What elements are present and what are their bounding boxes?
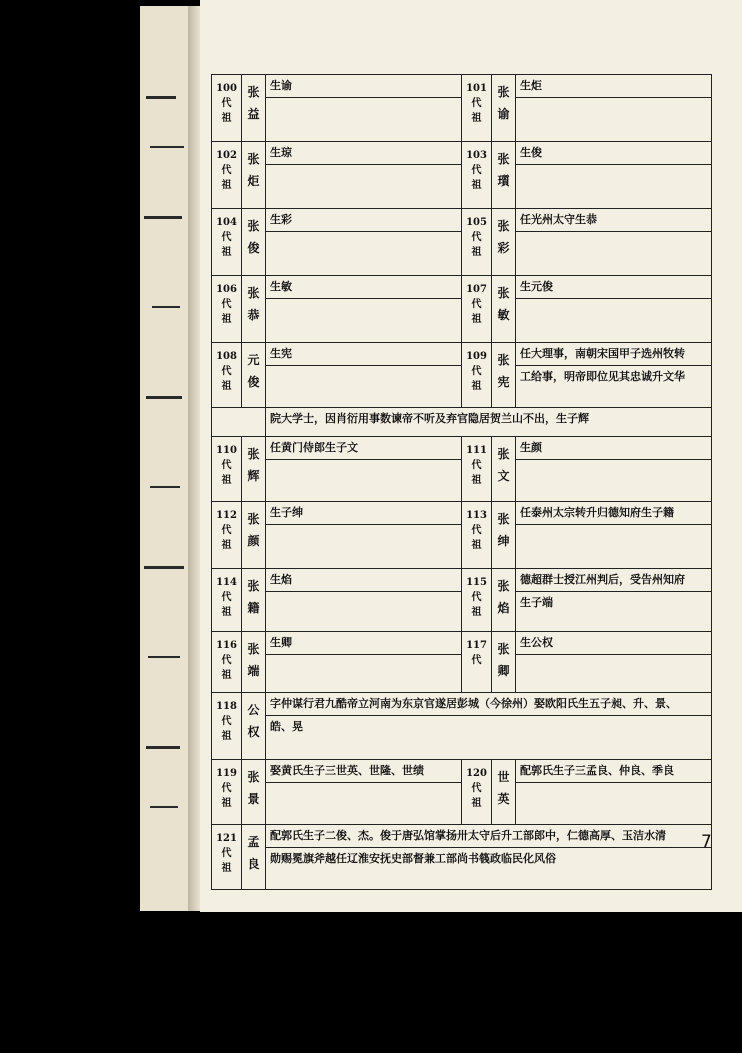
biography-line xyxy=(516,525,711,547)
name-character: 英 xyxy=(497,792,510,806)
genealogy-row xyxy=(212,209,712,276)
generation-label: 119 xyxy=(216,768,237,779)
biography-line xyxy=(266,460,461,482)
generation-label: 代 xyxy=(471,299,482,310)
ancestor-name xyxy=(492,437,516,502)
biography-line: 生子端 xyxy=(520,596,553,609)
biography-line: 生谕 xyxy=(266,75,461,98)
generation-number xyxy=(462,502,492,569)
generation-number xyxy=(212,437,242,502)
biography-line: 娶黄氏生子三世英、世隆、世绩 xyxy=(266,760,461,783)
name-character: 张 xyxy=(497,152,510,166)
generation-label: 祖 xyxy=(471,798,482,809)
genealogy-table xyxy=(211,74,712,890)
name-character: 世 xyxy=(497,770,510,784)
name-character: 公 xyxy=(247,703,260,717)
biography-text xyxy=(516,209,712,276)
name-character: 孟 xyxy=(247,835,260,849)
biography-text xyxy=(516,343,712,408)
generation-number xyxy=(462,343,492,408)
generation-number xyxy=(462,760,492,825)
name-character: 卿 xyxy=(497,664,510,678)
biography-text xyxy=(516,760,712,825)
generation-number xyxy=(212,502,242,569)
generation-label: 代 xyxy=(221,848,232,859)
generation-number xyxy=(462,437,492,502)
genealogy-row xyxy=(212,276,712,343)
generation-number xyxy=(462,632,492,693)
biography-line: 生公权 xyxy=(516,632,711,655)
generation-label: 代 xyxy=(471,165,482,176)
generation-label: 113 xyxy=(466,510,487,521)
ancestor-name xyxy=(492,760,516,825)
biography-line: 生敏 xyxy=(266,276,461,299)
name-character: 俊 xyxy=(247,375,260,389)
continuation-text: 院大学士，因肖衍用事数谏帝不听及弃官隐居贺兰山不出，生子辉 xyxy=(266,408,712,437)
generation-label: 代 xyxy=(221,783,232,794)
biography-line: 生卿 xyxy=(266,632,461,655)
biography-line: 生俊 xyxy=(516,142,711,165)
ancestor-name xyxy=(492,75,516,142)
ancestor-name xyxy=(242,276,266,343)
biography-line: 任大理事，南朝宋国甲子选州牧转 xyxy=(516,343,711,366)
ancestor-name xyxy=(492,632,516,693)
generation-label: 105 xyxy=(466,217,487,228)
biography-line: 任泰州太宗转升归德知府生子籍 xyxy=(516,502,711,525)
genealogy-row xyxy=(212,502,712,569)
generation-label: 祖 xyxy=(471,540,482,551)
name-character: 炬 xyxy=(247,174,260,188)
ancestor-name xyxy=(492,343,516,408)
name-character: 绅 xyxy=(497,534,510,548)
biography-line: 勋赐冕旗斧越任辽淮安抚史部督兼工部尚书篯政临民化风俗 xyxy=(270,852,556,865)
generation-label: 祖 xyxy=(221,180,232,191)
ancestor-name xyxy=(492,142,516,209)
ancestor-name xyxy=(242,75,266,142)
ancestor-name xyxy=(242,632,266,693)
genealogy-row xyxy=(212,632,712,693)
name-character: 文 xyxy=(497,469,510,483)
name-character: 益 xyxy=(247,107,260,121)
biography-line: 任黄门侍郎生子文 xyxy=(266,437,461,460)
genealogy-row xyxy=(212,437,712,502)
generation-label: 108 xyxy=(216,351,237,362)
generation-label: 祖 xyxy=(221,381,232,392)
biography-line xyxy=(516,655,711,677)
generation-label: 115 xyxy=(466,577,487,588)
biography-line xyxy=(516,783,711,805)
generation-label: 祖 xyxy=(221,863,232,874)
ancestor-name xyxy=(492,569,516,632)
generation-number xyxy=(212,693,242,760)
generation-label: 代 xyxy=(221,232,232,243)
biography-text xyxy=(266,437,462,502)
name-character: 彩 xyxy=(497,241,510,255)
generation-label: 代 xyxy=(221,366,232,377)
generation-number xyxy=(212,142,242,209)
generation-label: 103 xyxy=(466,150,487,161)
biography-line xyxy=(516,165,711,187)
biography-line: 生焰 xyxy=(266,569,461,592)
biography-line: 生颜 xyxy=(516,437,711,460)
biography-line xyxy=(266,783,461,805)
biography-line: 皓、晃 xyxy=(270,720,303,733)
ancestor-name xyxy=(242,569,266,632)
biography-line xyxy=(516,460,711,482)
generation-label: 109 xyxy=(466,351,487,362)
generation-label: 祖 xyxy=(471,607,482,618)
generation-label: 106 xyxy=(216,284,237,295)
generation-label: 102 xyxy=(216,150,237,161)
genealogy-row xyxy=(212,760,712,825)
name-character: 焰 xyxy=(497,601,510,615)
biography-line: 配郭氏生子三孟良、仲良、季良 xyxy=(516,760,711,783)
name-character: 瓆 xyxy=(497,174,510,188)
generation-label: 祖 xyxy=(471,314,482,325)
biography-line xyxy=(266,366,461,388)
generation-number xyxy=(212,825,242,890)
ancestor-name xyxy=(242,209,266,276)
ancestor-name xyxy=(242,502,266,569)
biography-text xyxy=(266,825,712,890)
generation-label: 代 xyxy=(221,98,232,109)
generation-label: 101 xyxy=(466,83,487,94)
biography-line: 生子绅 xyxy=(266,502,461,525)
biography-line xyxy=(516,232,711,254)
name-character: 张 xyxy=(247,512,260,526)
generation-label: 118 xyxy=(216,701,237,712)
name-character: 俊 xyxy=(247,241,260,255)
generation-label: 121 xyxy=(216,833,237,844)
biography-text xyxy=(516,569,712,632)
biography-line: 生琼 xyxy=(266,142,461,165)
name-character: 张 xyxy=(247,770,260,784)
generation-number xyxy=(462,569,492,632)
name-character: 良 xyxy=(247,857,260,871)
name-character: 张 xyxy=(497,85,510,99)
generation-label: 代 xyxy=(471,655,482,666)
name-character: 景 xyxy=(247,792,260,806)
biography-text xyxy=(266,276,462,343)
name-character: 张 xyxy=(247,85,260,99)
name-character: 张 xyxy=(497,447,510,461)
biography-line xyxy=(516,98,711,120)
generation-label: 代 xyxy=(221,592,232,603)
biography-line: 工给事，明帝即位见其忠诚升文华 xyxy=(520,370,685,383)
ancestor-name xyxy=(242,693,266,760)
continuation-row xyxy=(212,408,712,437)
generation-number xyxy=(212,343,242,408)
biography-line xyxy=(266,299,461,321)
biography-line xyxy=(266,165,461,187)
generation-label: 祖 xyxy=(221,475,232,486)
generation-label: 120 xyxy=(466,768,487,779)
generation-label: 祖 xyxy=(221,314,232,325)
ancestor-name xyxy=(492,276,516,343)
biography-line: 生宪 xyxy=(266,343,461,366)
genealogy-row-wide xyxy=(212,693,712,760)
genealogy-row xyxy=(212,343,712,408)
ancestor-name xyxy=(242,825,266,890)
generation-label: 110 xyxy=(216,445,237,456)
generation-number xyxy=(212,632,242,693)
generation-label: 112 xyxy=(216,510,237,521)
biography-text xyxy=(266,569,462,632)
biography-text xyxy=(266,693,712,760)
name-character: 张 xyxy=(247,219,260,233)
name-character: 元 xyxy=(247,353,260,367)
biography-text xyxy=(516,142,712,209)
name-character: 张 xyxy=(497,512,510,526)
biography-line xyxy=(266,98,461,120)
name-character: 颜 xyxy=(247,534,260,548)
biography-text xyxy=(516,502,712,569)
generation-label: 100 xyxy=(216,83,237,94)
generation-number xyxy=(212,209,242,276)
genealogy-row xyxy=(212,569,712,632)
name-character: 端 xyxy=(247,664,260,678)
genealogy-row-wide xyxy=(212,825,712,890)
generation-number xyxy=(212,760,242,825)
generation-number xyxy=(212,569,242,632)
name-character: 张 xyxy=(247,152,260,166)
generation-number xyxy=(462,209,492,276)
generation-label: 祖 xyxy=(471,475,482,486)
biography-line: 配郭氏生子二俊、杰。俊于唐弘馆掌扬卅太守后升工部郎中，仁德高厚、玉洁水清 xyxy=(266,825,711,848)
name-character: 宪 xyxy=(497,375,510,389)
generation-number xyxy=(462,75,492,142)
biography-text xyxy=(266,343,462,408)
generation-label: 114 xyxy=(216,577,237,588)
generation-label: 111 xyxy=(466,445,487,456)
generation-label: 代 xyxy=(221,165,232,176)
generation-label: 祖 xyxy=(471,180,482,191)
biography-line xyxy=(266,655,461,677)
name-character: 张 xyxy=(247,447,260,461)
name-character: 敏 xyxy=(497,308,510,322)
biography-line: 生炬 xyxy=(516,75,711,98)
generation-label: 104 xyxy=(216,217,237,228)
biography-line: 任光州太守生恭 xyxy=(516,209,711,232)
biography-text xyxy=(516,632,712,693)
biography-text xyxy=(516,276,712,343)
generation-label: 祖 xyxy=(221,670,232,681)
generation-label: 祖 xyxy=(221,247,232,258)
biography-text xyxy=(516,437,712,502)
ancestor-name xyxy=(242,437,266,502)
name-character: 张 xyxy=(497,286,510,300)
biography-text xyxy=(516,75,712,142)
generation-label: 祖 xyxy=(471,247,482,258)
generation-number xyxy=(212,276,242,343)
generation-label: 代 xyxy=(471,460,482,471)
generation-label: 祖 xyxy=(221,607,232,618)
generation-label: 116 xyxy=(216,640,237,651)
genealogy-row xyxy=(212,75,712,142)
biography-text xyxy=(266,502,462,569)
generation-number xyxy=(462,276,492,343)
ancestor-name xyxy=(242,142,266,209)
name-character: 权 xyxy=(247,725,260,739)
generation-label: 代 xyxy=(471,366,482,377)
generation-label: 代 xyxy=(221,299,232,310)
generation-label: 代 xyxy=(221,655,232,666)
ancestor-name xyxy=(242,760,266,825)
name-character: 籍 xyxy=(247,601,260,615)
generation-label: 代 xyxy=(471,525,482,536)
name-character: 张 xyxy=(247,579,260,593)
generation-label: 117 xyxy=(466,640,487,651)
biography-line: 字仲谋行君九酷帝立河南为东京官遂居彭城（今徐州）娶欧阳氏生五子昶、升、景、 xyxy=(266,693,711,716)
biography-text xyxy=(266,75,462,142)
generation-label: 代 xyxy=(471,232,482,243)
name-character: 张 xyxy=(497,219,510,233)
generation-label: 祖 xyxy=(221,113,232,124)
generation-label: 代 xyxy=(221,460,232,471)
generation-label: 祖 xyxy=(471,381,482,392)
biography-line xyxy=(266,525,461,547)
generation-number xyxy=(212,75,242,142)
empty-cell xyxy=(212,408,266,437)
generation-label: 代 xyxy=(471,783,482,794)
name-character: 辉 xyxy=(247,469,260,483)
generation-number xyxy=(462,142,492,209)
page-number: 7 xyxy=(701,832,712,852)
biography-line xyxy=(266,592,461,614)
generation-label: 代 xyxy=(221,716,232,727)
generation-label: 代 xyxy=(471,98,482,109)
name-character: 谕 xyxy=(497,107,510,121)
name-character: 张 xyxy=(247,642,260,656)
name-character: 张 xyxy=(247,286,260,300)
generation-label: 代 xyxy=(471,592,482,603)
biography-line xyxy=(516,299,711,321)
ancestor-name xyxy=(492,209,516,276)
generation-label: 祖 xyxy=(471,113,482,124)
biography-text xyxy=(266,142,462,209)
biography-text xyxy=(266,760,462,825)
biography-line: 德超群士授江州判后，受告州知府 xyxy=(516,569,711,592)
generation-label: 107 xyxy=(466,284,487,295)
genealogy-row xyxy=(212,142,712,209)
ancestor-name xyxy=(492,502,516,569)
ancestor-name xyxy=(242,343,266,408)
biography-line xyxy=(266,232,461,254)
biography-line: 生彩 xyxy=(266,209,461,232)
generation-label: 祖 xyxy=(221,540,232,551)
name-character: 张 xyxy=(497,353,510,367)
name-character: 张 xyxy=(497,642,510,656)
generation-label: 祖 xyxy=(221,798,232,809)
biography-text xyxy=(266,209,462,276)
biography-line: 生元俊 xyxy=(516,276,711,299)
biography-text xyxy=(266,632,462,693)
generation-label: 代 xyxy=(221,525,232,536)
generation-label: 祖 xyxy=(221,731,232,742)
name-character: 恭 xyxy=(247,308,260,322)
name-character: 张 xyxy=(497,579,510,593)
